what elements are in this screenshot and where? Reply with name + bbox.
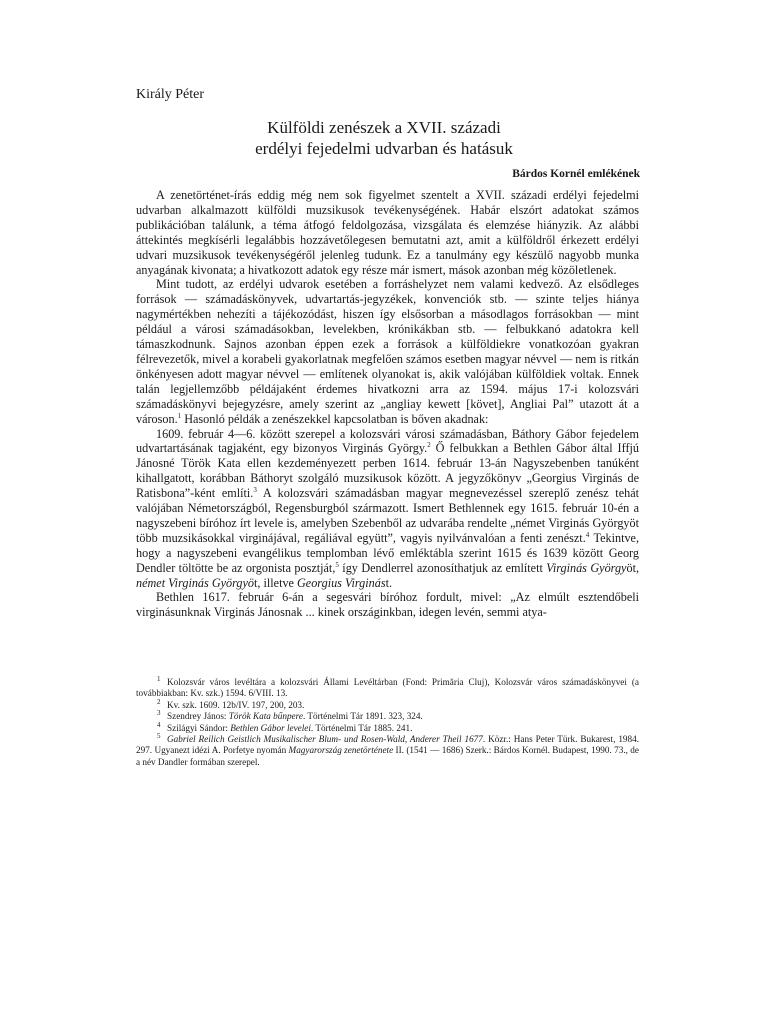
paragraph-2-text: Mint tudott, az erdélyi udvarok esetében a forráshelyzet nem valami kedvező. Az elsődleges források — számadáskönyvek, udvartartás-jegyzékek, konvenciók stb. — szinte teljes hiánya nagymértékben nehezíti a tájékozódást, hiszen így elsősorban a másodlagos forrásokban — mint például a városi számadásokban, levelekben, krónikákban stb. — felbukkanó adatokra kell támaszkodnunk. Sajnos azonban éppen ezek a források a külföldiekre vonatkozóan gyakran félrevezetők, mivel a korabeli gyakorlatnak megfelően számos esetben magyar névvel — nem is ritkán önkényesen adott magyar névvel — említenek olyanokat is, akik valójában külföldiek voltak. Ennek talán legjellemzőbb példájaként érdemes hivatkozni arra az 1594. május 17-i kolozsvári számadáskönyvi bejegyzésre, amely szerint az „angliay kewett [követ], Angliai Pal” utazott át a városon. bbox=[136, 277, 639, 426]
footnotes bbox=[136, 674, 639, 768]
paragraph-3-text-h: t. bbox=[385, 575, 393, 590]
footnote-ref-5[interactable]: 5 bbox=[335, 560, 339, 569]
footnote-text: Kolozsvár város levéltára a kolozsvári Állami Levéltárban (Fond: Primăria Cluj), Kolozsvár város számadáskönyvei (a továbbiakban: Kv. szk.) 1594. 6/VIII. 13. bbox=[136, 677, 639, 699]
article-title bbox=[0, 117, 768, 159]
paragraph-2 bbox=[136, 277, 639, 426]
footnote-5: $^5$ Gabriel Reilich Geistlich Musikalischer Blum- und Rosen-Wald, Anderer Theil 1677. Közr.: Hans Peter Türk. Bukarest, 1984. 297. Ugyanezt idézi A. Porfetye nyomán Magyarország zenetörténete II. (1541 — 1686) Szerk.: Bárdos Kornél. Budapest, 1990. 73., de a név Dandler formában szerepel. bbox=[136, 731, 639, 767]
footnote-text: Kv. szk. 1609. 12b/IV. 197, 200, 203. bbox=[167, 699, 305, 710]
footnote-italic: Gabriel Reilich Geistlich Musikalischer Blum- und Rosen-Wald, Anderer Theil 1677 bbox=[167, 734, 483, 745]
paragraph-1: A zenetörténet-írás eddig még nem sok figyelmet szentelt a XVII. századi erdélyi fejedelmi udvarban alkalmazott külföldi muzsikusok tevékenységének. Habár elszórt adatokat számos publikációban találunk, a téma átfogó feldolgozása, vizsgálata és elemzése hiányzik. Az alábbi áttekintés megkísérli legalábbis hozzávetőlegesen bemutatni azt, amit a külföldről érkezett erdélyi udvari muzsikusok tevékenységéről jelenleg tudunk. Ez a tanulmány egy készülő nagyobb munka anyagának kivonata; a hivatkozott adatok egy része már ismert, mások azonban még közöletlenek. bbox=[136, 188, 639, 277]
dedication: Bárdos Kornél emlékének bbox=[512, 168, 640, 180]
title-line-1: Külföldi zenészek a XVII. századi bbox=[267, 118, 501, 137]
footnote-4: $^4$ Szilágyi Sándor: Bethlen Gábor levelei. Történelmi Tár 1885. 241. bbox=[157, 720, 413, 733]
footnote-text: . Történelmi Tár 1885. 241. bbox=[310, 722, 413, 733]
paragraph-3-text: 1609. február 4—6. között szerepel a kolozsvári városi számadásban, Báthory Gábor fejedelem udvartartásának tagjaként, egy bizonyos Virginás György. bbox=[136, 426, 639, 456]
italic-name-3: Georgius Virginás bbox=[297, 575, 386, 590]
italic-name-1: Virginás György bbox=[546, 560, 627, 575]
paragraph-2-text-cont: Hasonló példák a zenészekkel kapcsolatban is bőven akadnak: bbox=[181, 411, 489, 426]
paragraph-3-text-e: így Dendlerrel azonosíthatjuk az említett bbox=[338, 560, 547, 575]
footnote-1: $^1$ Kolozsvár város levéltára a kolozsvári Állami Levéltárban (Fond: Primăria Cluj), Kolozsvár város számadáskönyvei (a továbbiakban: Kv. szk.) 1594. 6/VIII. 13. bbox=[136, 674, 639, 699]
footnote-text: . Történelmi Tár 1891. 323, 324. bbox=[302, 711, 423, 722]
footnote-ref-4[interactable]: 4 bbox=[585, 530, 590, 539]
paragraph-4: Bethlen 1617. február 6-án a segesvári bíróhoz fordult, mivel: „Az elmúlt esztendőbeli virginásunknak Virginás Jánosnak ... kinek országinkban, idegen levén, semmi atya- bbox=[136, 590, 639, 620]
paragraph-3-text-f: öt, bbox=[626, 560, 639, 575]
paragraph-3-text-b: Ő felbukkan a Bethlen Gábor által Iffjú Jánosné Török Kata ellen kezdeményezett perben 1614. február 13-án Nagyszebenben tanúként kihallgatott, korábban Báthoryt szolgáló muzsikusok között. A jegyzőkönyv „Georgius Virginás de Ratisbona”-ként említi. bbox=[136, 441, 639, 501]
article-body bbox=[136, 188, 639, 620]
title-line-2: erdélyi fejedelmi udvarban és hatásuk bbox=[255, 139, 513, 158]
footnote-text: II. (1541 — 1686) Szerk.: Bárdos Kornél. Budapest, 1990. 73., de a név Dandler formában szerepel. bbox=[136, 745, 639, 767]
footnote-2: $^2$ Kv. szk. 1609. 12b/IV. 197, 200, 203. bbox=[157, 697, 305, 710]
footnote-text: . Közr.: Hans Peter Türk. Bukarest, 1984. 297. Ugyanezt idézi A. Porfetye nyomán bbox=[136, 734, 639, 756]
footnote-ref-1[interactable]: 1 bbox=[177, 411, 182, 420]
italic-name-2: német Virginás Györgyö bbox=[136, 575, 255, 590]
footnote-text: Szilágyi Sándor: bbox=[167, 722, 231, 733]
paragraph-3 bbox=[136, 427, 639, 591]
footnote-italic: Bethlen Gábor levelei bbox=[230, 722, 311, 733]
author-name: Király Péter bbox=[136, 87, 205, 102]
footnote-italic: Magyarország zenetörténete bbox=[288, 745, 394, 756]
paragraph-3-text-d: Tekintve, hogy a nagyszebeni evangélikus templomban lévő emléktábla szerint 1615 és 1639 között Georg Dendler töltötte be az orgonista posztját, bbox=[136, 530, 640, 575]
footnote-italic: Török Kata bűnpere bbox=[228, 711, 303, 722]
footnote-text: Szendrey János: bbox=[167, 711, 229, 722]
footnote-ref-3[interactable]: 3 bbox=[253, 486, 257, 495]
paragraph-3-text-g: t, illetve bbox=[254, 575, 297, 590]
footnote-ref-2[interactable]: 2 bbox=[427, 441, 431, 450]
paragraph-3-text-c: A kolozsvári számadásban magyar megnevezéssel szereplő zenész tehát valójában Németországból, Regensburgból származott. Ismert Bethlennek egy 1615. február 10-én a nagyszebeni bíróhoz írt levele is, amelyben Szebenből az udvarába rendelte „német Virginás Györgyöt több muzsikásokkal virginájával, regáliával együtt”, vagyis nyilvánvalóan a fenti zenészt. bbox=[136, 486, 639, 545]
footnote-3: $^3$ Szendrey János: Török Kata bűnpere. Történelmi Tár 1891. 323, 324. bbox=[157, 709, 423, 722]
